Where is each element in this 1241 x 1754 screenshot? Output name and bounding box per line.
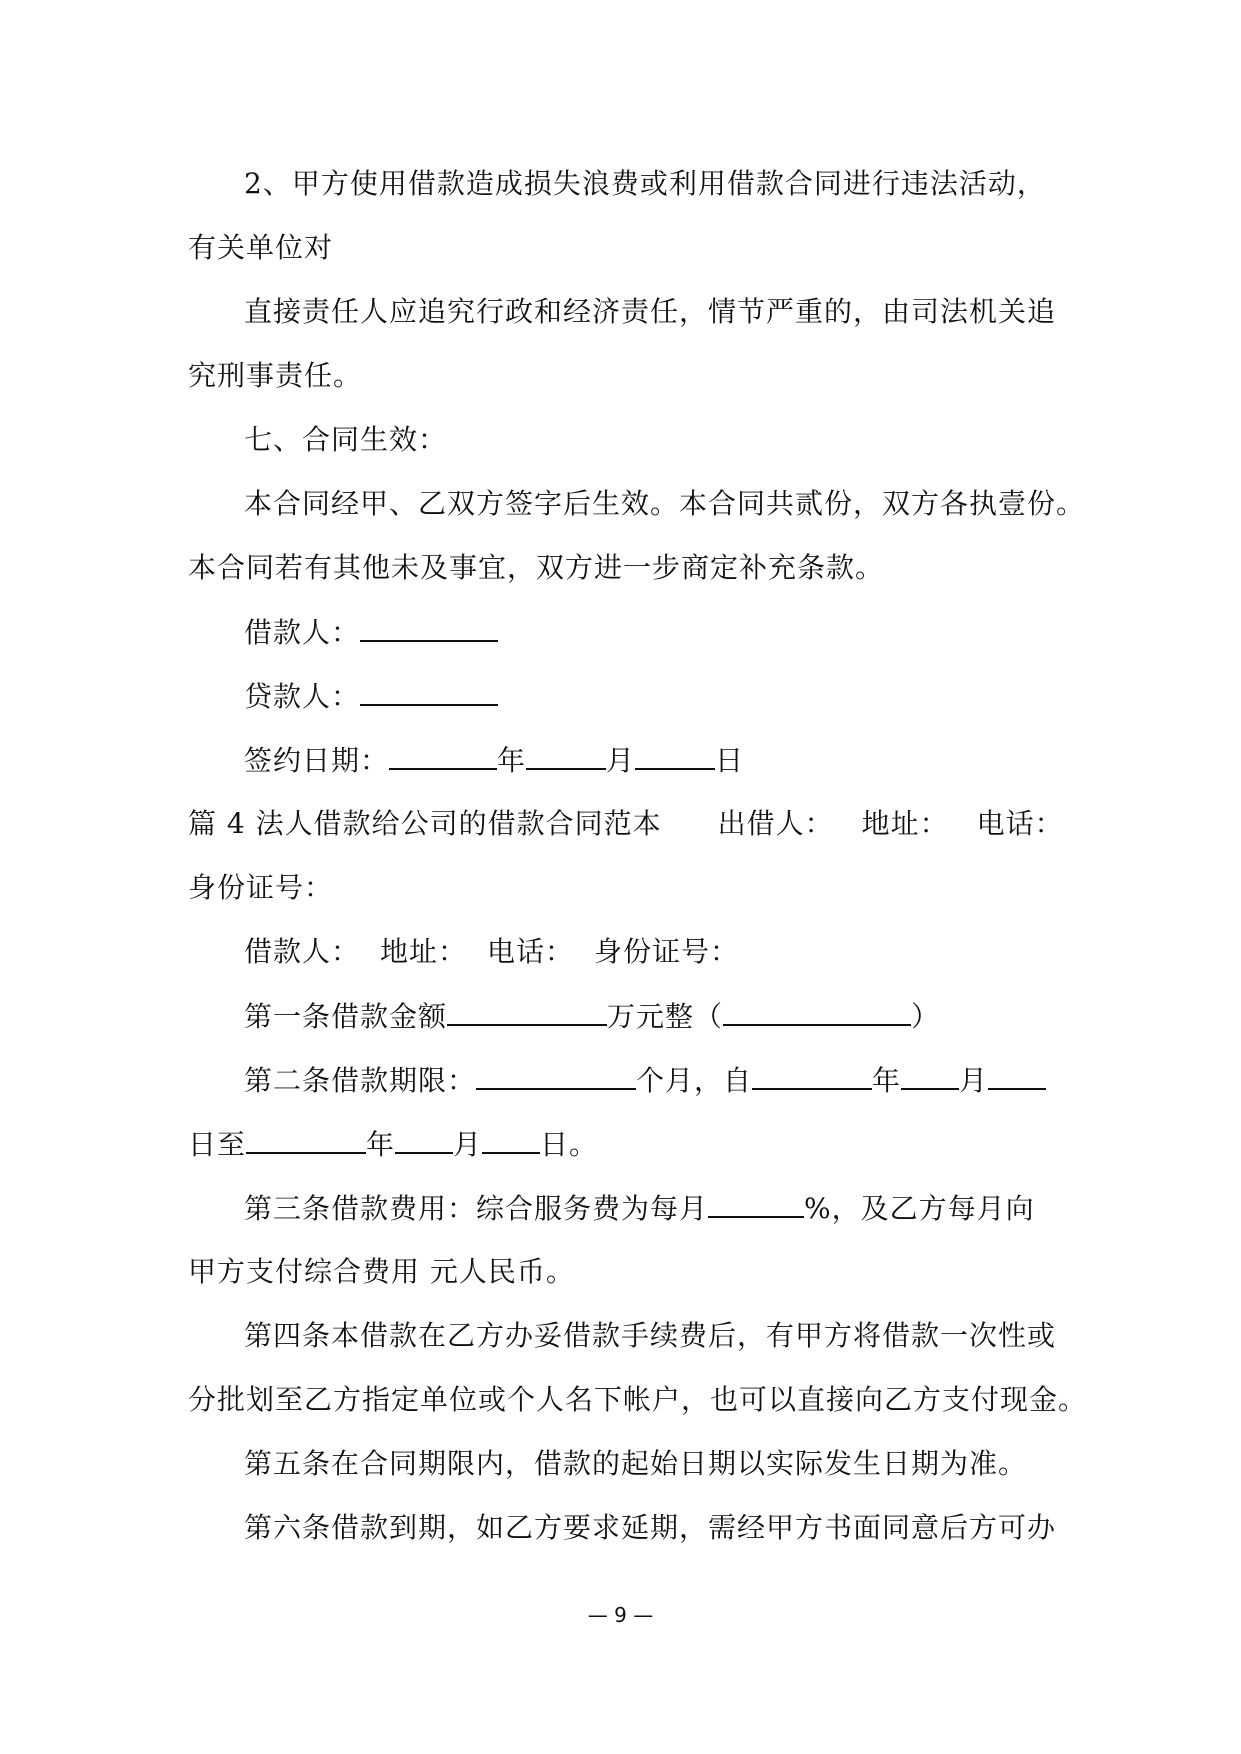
start-month-blank (901, 1062, 959, 1090)
article-4-line-2: 分批划至乙方指定单位或个人名下帐户，也可以直接向乙方支付现金。 (188, 1383, 1088, 1416)
paragraph-line: 究刑事责任。 (188, 359, 363, 392)
article-2-year: 年 (872, 1064, 902, 1097)
start-year-blank (752, 1062, 872, 1090)
article-2-day-end: 日。 (540, 1128, 599, 1161)
lender-blank (360, 678, 498, 706)
article-3-text: 第三条借款费用：综合服务费为每月 (244, 1192, 709, 1225)
article-2-month-2: 月 (453, 1128, 483, 1161)
article-1 (244, 998, 940, 1035)
article-1-close: ） (911, 1000, 941, 1033)
paragraph-line: 直接责任人应追究行政和经济责任，情节严重的，由司法机关追 (244, 295, 1057, 328)
paragraph-line: 有关单位对 (188, 231, 334, 264)
end-month-blank (395, 1126, 453, 1154)
article-3-line-1 (244, 1190, 1035, 1227)
day-blank (635, 742, 715, 770)
amount-blank (447, 998, 607, 1026)
article-2-day-to: 日至 (188, 1128, 247, 1161)
article-5: 第五条在合同期限内，借款的起始日期以实际发生日期为准。 (244, 1447, 1028, 1480)
rate-blank (708, 1190, 804, 1218)
section-title-line (188, 806, 1064, 842)
article-2-line-1 (244, 1062, 1046, 1099)
month-blank (526, 742, 606, 770)
year-blank (389, 742, 497, 770)
address-field-label: 地址： (861, 807, 949, 840)
paragraph-line: 本合同若有其他未及事宜，双方进一步商定补充条款。 (188, 551, 885, 584)
paragraph-line: 本合同经甲、乙双方签字后生效。本合同共贰份，双方各执壹份。 (244, 487, 1086, 520)
borrower-address-label: 地址： (380, 935, 468, 968)
lender-signature-line (244, 678, 498, 715)
months-blank (476, 1062, 636, 1090)
article-6: 第六条借款到期，如乙方要求延期，需经甲方书面同意后方可办 (244, 1511, 1057, 1544)
borrower-id-label: 身份证号： (594, 935, 740, 968)
borrower-blank (360, 614, 498, 642)
id-number-line: 身份证号： (188, 871, 334, 904)
article-2-line-2 (188, 1126, 598, 1163)
borrower-info-line (244, 934, 739, 970)
lender-label: 贷款人： (244, 680, 361, 713)
month-label: 月 (606, 744, 636, 777)
lender-field-label: 出借人： (717, 807, 834, 840)
article-4-line-1: 第四条本借款在乙方办妥借款手续费后，有甲方将借款一次性或 (244, 1319, 1057, 1352)
day-label: 日 (715, 744, 745, 777)
page-number: — 9 — (587, 1603, 654, 1627)
paragraph-line: 2、甲方使用借款造成损失浪费或利用借款合同进行违法活动， (244, 167, 1046, 200)
borrower-label: 借款人： (244, 616, 361, 649)
article-3-suffix: %，及乙方每月向 (804, 1192, 1035, 1225)
article-3-line-2: 甲方支付综合费用 元人民币。 (188, 1255, 575, 1288)
article-1-text: 第一条借款金额 (244, 1000, 448, 1033)
section-title: 篇 4 法人借款给公司的借款合同范本 (188, 807, 662, 840)
article-1-unit: 万元整（ (607, 1000, 724, 1033)
year-label: 年 (497, 744, 527, 777)
article-2-year-2: 年 (366, 1128, 396, 1161)
borrower-field-label: 借款人： (244, 935, 361, 968)
signing-date-line (244, 742, 744, 779)
article-2-month: 月 (959, 1064, 989, 1097)
amount-words-blank (723, 998, 911, 1026)
section-heading: 七、合同生效： (244, 423, 448, 456)
start-day-blank (988, 1062, 1046, 1090)
end-year-blank (246, 1126, 366, 1154)
date-label: 签约日期： (244, 744, 390, 777)
end-day-blank (482, 1126, 540, 1154)
borrower-phone-label: 电话： (487, 935, 575, 968)
phone-field-label: 电话： (976, 807, 1064, 840)
article-2-months: 个月，自 (636, 1064, 753, 1097)
borrower-signature-line (244, 614, 498, 651)
article-2-text: 第二条借款期限： (244, 1064, 477, 1097)
